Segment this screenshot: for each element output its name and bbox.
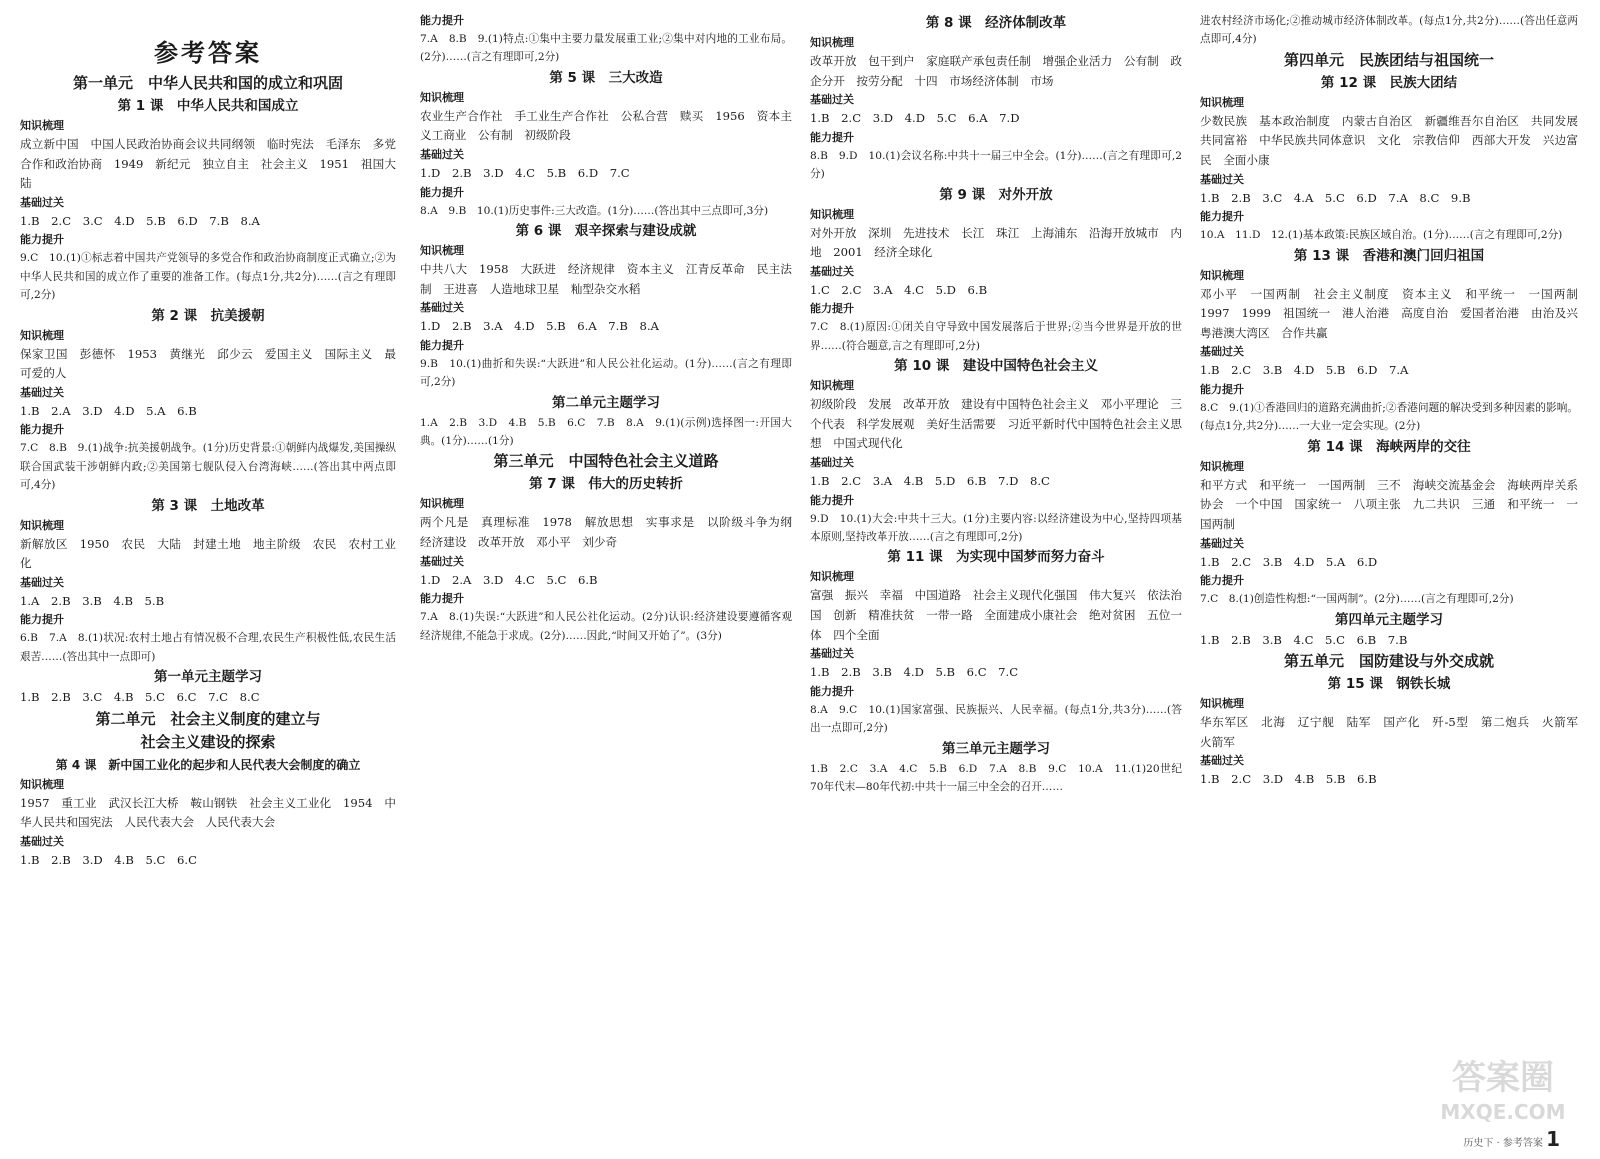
- answer-text: 1.A 2.B 3.B 4.B 5.B: [20, 593, 165, 608]
- section-label: 基础过关: [420, 148, 464, 161]
- review-title: 第三单元主题学习: [942, 740, 1050, 757]
- lesson-title: 第 15 课 钢铁长城: [1327, 676, 1451, 693]
- lesson-title: 第 12 课 民族大团结: [1320, 74, 1458, 91]
- lesson-title: 第 11 课 为实现中国梦而努力奋斗: [887, 549, 1105, 566]
- column-3: [810, 12, 1182, 1135]
- answer-text: 1.B 2.A 3.D 4.D 5.A 6.B: [20, 403, 197, 418]
- lesson-title: 第 10 课 建设中国特色社会主义: [894, 358, 1098, 375]
- answer-text: 邓小平 一国两制 社会主义制度 资本主义 和平统一 一国两制 1997 1999 祖国统一 港人治港 高度自治 爱国者治港 由治及兴 粤港澳大湾区 合作共赢: [1200, 286, 1590, 340]
- section-label: 基础过关: [420, 301, 464, 315]
- answer-text: 少数民族 基本政治制度 内蒙古自治区 新疆维吾尔自治区 共同发展 共同富裕 中华民族共同体意识 文化 宗教信仰 西部大开发 兴边富民 全面小康: [1200, 113, 1590, 167]
- section-label: 知识梳理: [1200, 95, 1244, 109]
- section-label: 知识梳理: [810, 36, 854, 49]
- lesson-title: 第 2 课 抗美援朝: [151, 307, 265, 324]
- section-label: 基础过关: [20, 195, 64, 209]
- answer-text: 华东军区 北海 辽宁舰 陆军 国产化 歼-5型 第二炮兵 火箭军 火箭军: [1200, 715, 1590, 749]
- lesson-title: 第 7 课 伟大的历史转折: [529, 476, 683, 493]
- watermark-line2: MXQE.COM: [1440, 1100, 1566, 1124]
- lesson-title: 第 13 课 香港和澳门回归祖国: [1293, 247, 1485, 264]
- lesson-title: 第 5 课 三大改造: [549, 69, 663, 86]
- answer-text: 1.B 2.C 3.D 4.D 5.C 6.A 7.D: [810, 111, 1020, 126]
- lesson-title: 第 9 课 对外开放: [939, 186, 1053, 203]
- answer-text: 1.B 2.C 3.C 4.D 5.B 6.D 7.B 8.A: [20, 213, 260, 228]
- section-label: 能力提升: [20, 613, 64, 627]
- answer-text: 8.C 9.(1)①香港回归的道路充满曲折;②香港问题的解决受到多种因素的影响。(每点1分,共2分)……一大业一定会实现。(2分): [1200, 401, 1578, 433]
- answer-text: 进农村经济市场化;②推动城市经济体制改革。(每点1分,共2分)……(答出任意两点即可,4分): [1200, 15, 1578, 46]
- answer-text: 1.B 2.B 3.D 4.B 5.C 6.C: [20, 852, 197, 867]
- lesson-title: 第 6 课 艰辛探索与建设成就: [515, 223, 697, 239]
- answer-text: 1.B 2.B 3.B 4.C 5.C 6.B 7.B: [1200, 632, 1408, 647]
- review-title: 第四单元主题学习: [1335, 611, 1443, 628]
- lesson-title: 第 8 课 经济体制改革: [925, 15, 1067, 31]
- section-label: 知识梳理: [20, 518, 64, 532]
- answer-text: 和平方式 和平统一 一国两制 三不 海峡交流基金会 海峡两岸关系协会 一个中国 国家统一 八项主张 九二共识 三通 和平统一 一国两制: [1200, 477, 1578, 531]
- unit-title: 第一单元 中华人民共和国的成立和巩固: [72, 74, 343, 92]
- answer-text: 7.A 8.(1)失误:“大跃进”和人民公社化运动。(2分)认识:经济建设要遵循客观经济规律,不能急于求成。(2分)……因此,“时间又开始了”。(3分): [420, 611, 792, 642]
- section-label: 知识梳理: [810, 207, 854, 221]
- answer-text: 1.B 2.B 3.B 4.D 5.B 6.C 7.C: [810, 665, 1019, 680]
- answer-text: 成立新中国 中国人民政治协商会议共同纲领 临时宪法 毛泽东 多党合作和政治协商 1949 新纪元 独立自主 社会主义 1951 祖国大陆: [20, 137, 396, 191]
- lesson-title: 第 4 课 新中国工业化的起步和人民代表大会制度的确立: [55, 757, 361, 772]
- answer-text: 1.A 2.B 3.D 4.B 5.B 6.C 7.B 8.A 9.(1)(示例)选择图一:开国大典。(1分)……(1分): [420, 416, 792, 447]
- answer-text: 9.D 10.(1)大会:中共十三大。(1分)主要内容:以经济建设为中心,坚持四项基本原则,坚持改革开放……(言之有理即可,2分): [810, 512, 1182, 543]
- section-label: 基础过关: [1200, 172, 1244, 186]
- answer-text: 1.B 2.C 3.D 4.B 5.B 6.B: [1200, 772, 1377, 787]
- section-label: 知识梳理: [420, 497, 464, 511]
- page-footer: [1463, 1127, 1560, 1151]
- section-label: 基础过关: [810, 647, 854, 661]
- section-label: 能力提升: [810, 302, 854, 316]
- answer-text: 1.B 2.C 3.B 4.D 5.B 6.D 7.A: [1200, 363, 1409, 378]
- answer-text: 中共八大 1958 大跃进 经济规律 资本主义 江青反革命 民主法制 王进喜 人造地球卫星 籼型杂交水稻: [420, 262, 792, 296]
- section-label: 能力提升: [810, 493, 854, 507]
- section-label: 能力提升: [1200, 382, 1244, 396]
- column-2: [420, 12, 804, 1135]
- section-label: 基础过关: [20, 834, 64, 848]
- unit-title: 第四单元 民族团结与祖国统一: [1283, 50, 1494, 69]
- section-label: 知识梳理: [810, 570, 854, 584]
- section-label: 基础过关: [810, 264, 854, 278]
- answer-text: 9.B 10.(1)曲折和失误:“大跃进”和人民公社化运动。(1分)……(言之有理即可,2分): [420, 357, 792, 389]
- section-label: 能力提升: [420, 185, 464, 199]
- answer-text: 1.D 2.B 3.D 4.C 5.B 6.D 7.C: [420, 166, 630, 180]
- answer-text: 1.B 2.C 3.A 4.B 5.D 6.B 7.D 8.C: [810, 473, 1050, 488]
- unit-title: 第五单元 国防建设与外交成就: [1283, 652, 1494, 671]
- answer-text: 7.C 8.(1)原因:①闭关自守导致中国发展落后于世界;②当今世界是开放的世界……(符合题意,言之有理即可,2分): [810, 321, 1182, 352]
- section-label: 能力提升: [420, 338, 464, 352]
- unit-title: 社会主义建设的探索: [140, 732, 276, 751]
- page-title: 参考答案: [154, 39, 262, 67]
- section-label: 知识梳理: [420, 244, 464, 257]
- footer-text: 历史下 · 参考答案: [1463, 1138, 1543, 1149]
- answer-text: 10.A 11.D 12.(1)基本政策:民族区域自治。(1分)……(言之有理即可,2分): [1200, 229, 1563, 242]
- section-label: 基础过关: [420, 554, 464, 568]
- lesson-title: 第 14 课 海峡两岸的交往: [1307, 438, 1471, 455]
- section-label: 基础过关: [20, 385, 64, 399]
- section-label: 能力提升: [420, 592, 464, 606]
- section-label: 知识梳理: [1200, 268, 1244, 282]
- section-label: 能力提升: [1200, 210, 1244, 224]
- answer-text: 8.A 9.B 10.(1)历史事件:三大改造。(1分)……(答出其中三点即可,3分): [420, 204, 769, 217]
- answer-text: 1.D 2.B 3.A 4.D 5.B 6.A 7.B 8.A: [420, 319, 659, 334]
- lesson-title: 第 1 课 中华人民共和国成立: [117, 98, 299, 114]
- answer-text: 1.C 2.C 3.A 4.C 5.D 6.B: [810, 282, 988, 297]
- section-label: 能力提升: [810, 684, 854, 698]
- review-title: 第二单元主题学习: [552, 394, 660, 411]
- answer-text: 富强 振兴 幸福 中国道路 社会主义现代化强国 伟大复兴 依法治国 创新 精准扶贫 一带一路 全面建成小康社会 绝对贫困 五位一体 四个全面: [810, 588, 1182, 642]
- answer-text: 1.B 2.B 3.C 4.B 5.C 6.C 7.C 8.C: [20, 690, 260, 705]
- answer-text: 1.B 2.C 3.B 4.D 5.A 6.D: [1200, 554, 1378, 569]
- answer-text: 8.B 9.D 10.(1)会议名称:中共十一届三中全会。(1分)……(言之有理即可,2分): [810, 149, 1182, 181]
- answer-text: 7.C 8.(1)创造性构想:“一国两制”。(2分)……(言之有理即可,2分): [1200, 593, 1514, 606]
- review-title: 第一单元主题学习: [154, 669, 262, 686]
- section-label: 基础过关: [20, 575, 64, 589]
- column-1: [20, 36, 396, 1135]
- section-label: 知识梳理: [20, 119, 64, 132]
- section-label: 基础过关: [810, 93, 854, 107]
- section-label: 能力提升: [420, 14, 464, 27]
- answer-text: 改革开放 包干到户 家庭联产承包责任制 增强企业活力 公有制 政企分开 按劳分配 十四 市场经济体制 市场: [810, 54, 1182, 88]
- answer-text: 1957 重工业 武汉长江大桥 鞍山钢铁 社会主义工业化 1954 中华人民共和国宪法 人民代表大会 人民代表大会: [20, 795, 396, 830]
- section-label: 知识梳理: [1200, 459, 1244, 473]
- section-label: 基础过关: [1200, 345, 1244, 359]
- watermark-logo: [1418, 1049, 1588, 1129]
- section-label: 能力提升: [20, 233, 64, 247]
- unit-title: 第二单元 社会主义制度的建立与: [95, 709, 321, 728]
- section-label: 基础过关: [810, 455, 854, 469]
- column-4: [1200, 12, 1590, 1135]
- answer-text: 7.C 8.B 9.(1)战争:抗美援朝战争。(1分)历史背景:①朝鲜内战爆发,美国操纵联合国武装干涉朝鲜内政;②美国第七舰队侵入台湾海峡……(答出其中两点即可,4分): [20, 442, 396, 492]
- section-label: 知识梳理: [20, 328, 64, 342]
- answer-text: 两个凡是 真理标准 1978 解放思想 实事求是 以阶级斗争为纲 经济建设 改革开放 邓小平 刘少奇: [420, 515, 804, 549]
- section-label: 基础过关: [1200, 754, 1244, 768]
- section-label: 知识梳理: [420, 90, 464, 104]
- answer-text: 7.A 8.B 9.(1)特点:①集中主要力量发展重工业;②集中对内地的工业布局。(2分)……(言之有理即可,2分): [420, 33, 792, 64]
- answer-text: 1.D 2.A 3.D 4.C 5.C 6.B: [420, 572, 598, 587]
- watermark-line1: 答案圈: [1452, 1058, 1554, 1098]
- answer-text: 6.B 7.A 8.(1)状况:农村土地占有情况极不合理,农民生产积极性低,农民生活艰苦……(答出其中一点即可): [20, 632, 396, 663]
- section-label: 知识梳理: [20, 777, 64, 791]
- unit-title: 第三单元 中国特色社会主义道路: [493, 452, 719, 471]
- answer-text: 新解放区 1950 农民 大陆 封建土地 地主阶级 农民 农村工业化: [20, 536, 396, 571]
- section-label: 知识梳理: [810, 379, 854, 393]
- answer-text: 8.A 9.C 10.(1)国家富强、民族振兴、人民幸福。(每点1分,共3分)……(答出一点即可,2分): [810, 703, 1182, 735]
- section-label: 能力提升: [1200, 574, 1244, 588]
- answer-text: 对外开放 深圳 先进技术 长江 珠江 上海浦东 沿海开放城市 内地 2001 经济全球化: [810, 225, 1182, 260]
- section-label: 能力提升: [20, 423, 64, 437]
- answer-text: 初级阶段 发展 改革开放 建设有中国特色社会主义 邓小平理论 三个代表 科学发展观 美好生活需要 习近平新时代中国特色社会主义思想 中国式现代化: [810, 397, 1182, 451]
- answer-text: 9.C 10.(1)①标志着中国共产党领导的多党合作和政治协商制度正式确立;②为中华人民共和国的成立作了重要的准备工作。(每点1分,共2分)……(言之有理即可,2分): [20, 252, 396, 302]
- section-label: 能力提升: [810, 130, 854, 144]
- answer-text: 1.B 2.C 3.A 4.C 5.B 6.D 7.A 8.B 9.C 10.A 11.(1)20世纪70年代末—80年代初:中共十一届三中全会的召开……: [810, 762, 1182, 793]
- page-number: 1: [1546, 1127, 1560, 1151]
- section-label: 基础过关: [1200, 536, 1244, 550]
- lesson-title: 第 3 课 土地改革: [151, 497, 265, 514]
- answer-text: 农业生产合作社 手工业生产合作社 公私合营 赎买 1956 资本主义工商业 公有制 初级阶段: [420, 108, 792, 143]
- answer-text: 保家卫国 彭德怀 1953 黄继光 邱少云 爱国主义 国际主义 最可爱的人: [20, 346, 396, 381]
- answer-text: 1.B 2.B 3.C 4.A 5.C 6.D 7.A 8.C 9.B: [1200, 190, 1471, 205]
- section-label: 知识梳理: [1200, 697, 1244, 711]
